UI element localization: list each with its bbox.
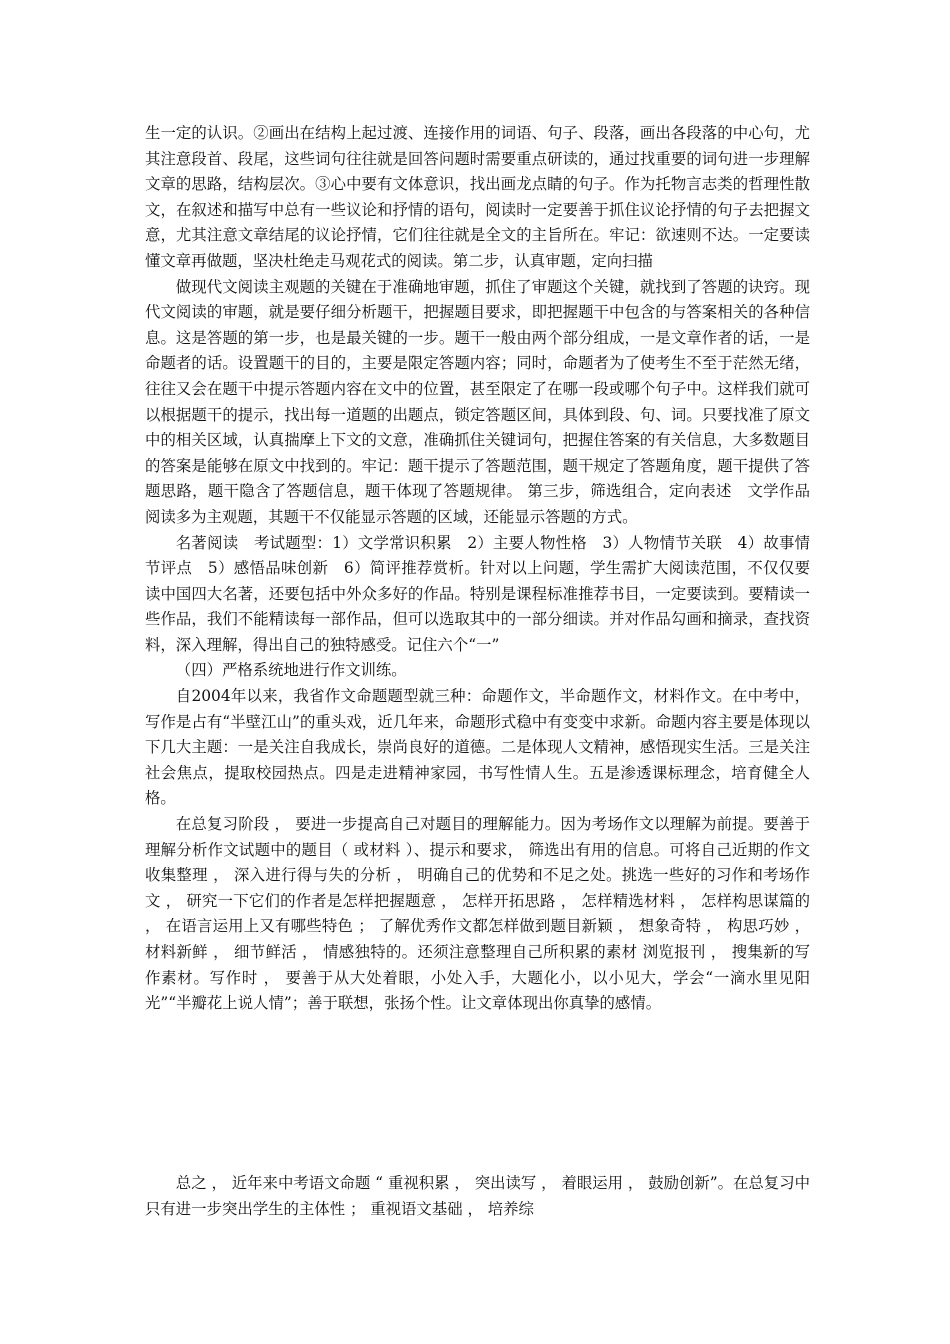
paragraph-conclusion: 总之 ， 近年来中考语文命题 “ 重视积累 ， 突出读写 ， 着眼运用 ， 鼓励创新”。在总复习中只有进一步突出学生的主体性 ； 重视语文基础 ， 培养综 bbox=[145, 1174, 810, 1218]
body-text-upper bbox=[145, 121, 810, 1017]
paragraph-reading-structure: 生一定的认识。②画出在结构上起过渡、连接作用的词语、句子、段落，画出各段落的中心句，尤其注意段首、段尾，这些词句往往就是回答问题时需要重点研读的，通过找重要的词句进一步理解文章的思路，结构层次。③心中要有文体意识，找出画龙点睛的句子。作为托物言志类的哲理性散文，在叙述和描写中总有一些议论和抒情的语句，阅读时一定要善于抓住议论抒情的句子去把握文意，尤其注意文章结尾的议论抒情，它们往往就是全文的主旨所在。牢记：欲速则不达。一定要读懂文章再做题，坚决杜绝走马观花式的阅读。第二步，认真审题，定向扫描 bbox=[145, 124, 810, 270]
paragraph-question-analysis: 做现代文阅读主观题的关键在于准确地审题，抓住了审题这个关键，就找到了答题的诀窍。现代文阅读的审题，就是要仔细分析题干，把握题目要求，即把握题干中包含的与答案相关的各种信息。这是答题的第一步，也是最关键的一步。题干一般由两个部分组成，一是文章作者的话，一是命题者的话。设置题干的目的，主要是限定答题内容；同时，命题者为了使考生不至于茫然无绪，往往又会在题干中提示答题内容在文中的位置，甚至限定了在哪一段或哪个句子中。这样我们就可以根据题干的提示，找出每一道题的出题点，锁定答题区间，具体到段、句、词。只要找准了原文中的相关区域，认真揣摩上下文的文意，准确抓住关键词句，把握住答案的有关信息，大多数题目的答案是能够在原文中找到的。牢记：题干提示了答题范围，题干规定了答题角度，题干提供了答题思路，题干隐含了答题信息，题干体现了答题规律。 第三步，筛选组合，定向表述 文学作品阅读多为主观题，其题干不仅能显示答题的区域，还能显示答题的方式。 bbox=[145, 277, 810, 526]
body-text-conclusion bbox=[145, 1171, 810, 1222]
paragraph-writing-question-types: 自2004年以来，我省作文命题题型就三种：命题作文，半命题作文，材料作文。在中考中，写作是占有“半壁江山”的重头戏，近几年来，命题形式稳中有变变中求新。命题内容主要是体现以下几大主题：一是关注自我成长，崇尚良好的道德。二是体现人文精神，感悟现实生活。三是关注社会焦点，提取校园热点。四是走进精神家园，书写性情人生。五是渗透课标理念，培育健全人格。 bbox=[145, 687, 810, 808]
section-heading-writing-training: （四）严格系统地进行作文训练。 bbox=[175, 661, 407, 680]
paragraph-writing-review-method: 在总复习阶段 ， 要进一步提高自己对题目的理解能力。因为考场作文以理解为前提。要善于理解分析作文试题中的题目（ 或材料 ）、提示和要求， 筛选出有用的信息。可将自己近期的作文收集整理 ， 深入进行得与失的分析 ， 明确自己的优势和不足之处。挑选一些好的习作和考场作文 ， 研究一下它们的作者是怎样把握题意 ， 怎样开拓思路 ， 怎样精选材料 ， 怎样构思谋篇的 ， 在语言运用上又有哪些特色 ； 了解优秀作文都怎样做到题目新颖 ， 想象奇特 ， 构思巧妙 ， 材料新鲜 ， 细节鲜活 ， 情感独特的。还须注意整理自己所积累的素材 浏览报刊 ， 搜集新的写作素材。写作时 ， 要善于从大处着眼，小处入手，大题化小，以小见大，学会“一滴水里见阳光”“半瓣花上说人情”；善于联想，张扬个性。让文章体现出你真挚的感情。 bbox=[145, 815, 810, 1013]
paragraph-classic-reading: 名著阅读 考试题型：1）文学常识积累 2）主要人物性格 3）人物情节关联 4）故事情节评点 5）感悟品味创新 6）简评推荐赏析。针对以上问题，学生需扩大阅读范围，不仅仅要读中国四大名著，还要包括中外众多好的作品。特别是课程标准推荐书目，一定要读到。要精读一些作品，我们不能精读每一部作品，但可以选取其中的一部分细读。并对作品勾画和摘录，查找资料，深入理解，得出自己的独特感受。记住六个“一” bbox=[145, 533, 810, 654]
